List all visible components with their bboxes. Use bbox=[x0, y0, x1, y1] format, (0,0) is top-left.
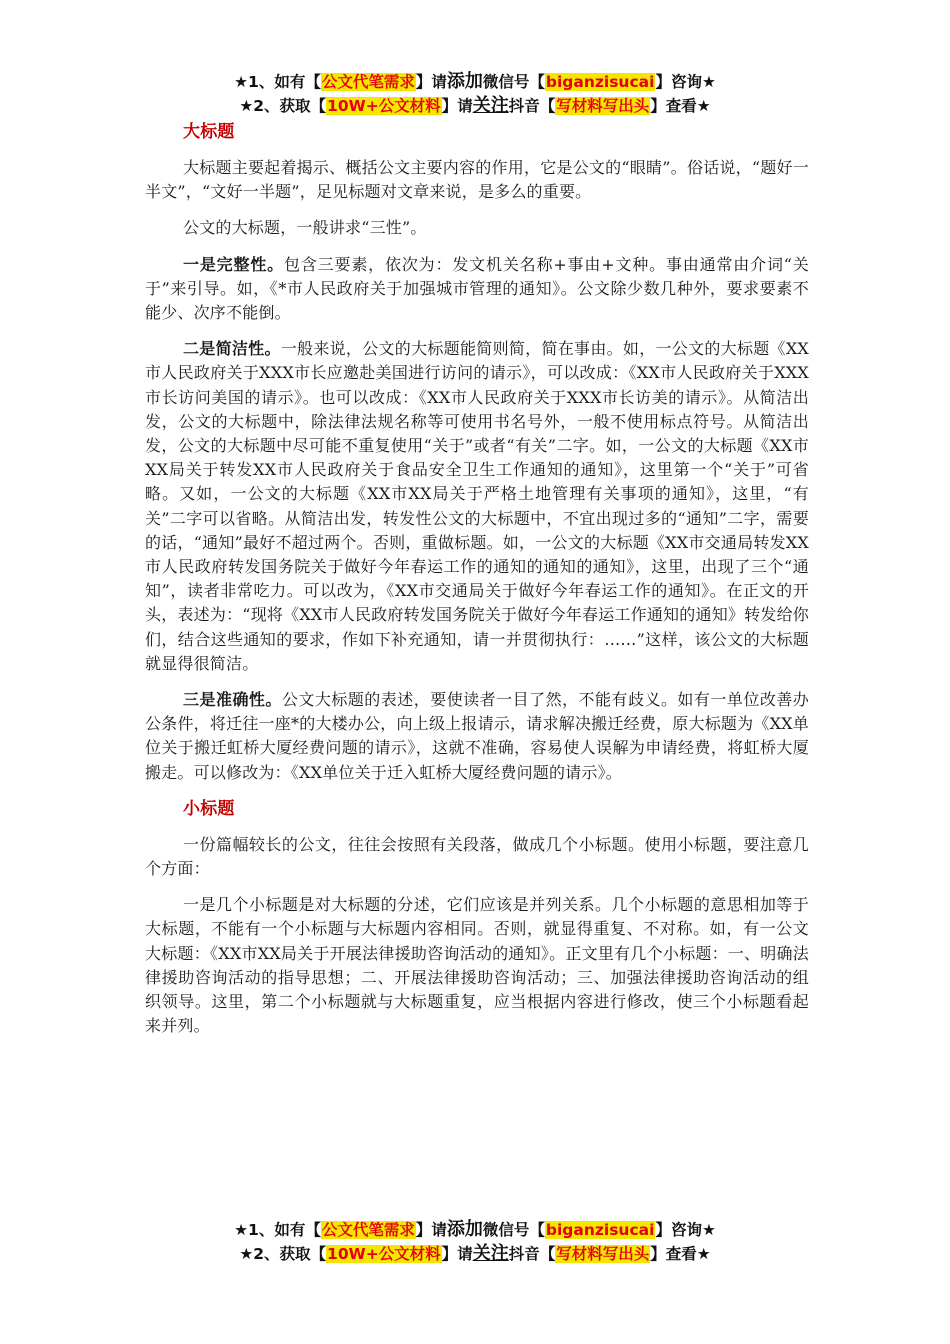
promo-text: 】请 bbox=[415, 1221, 447, 1239]
promo-wechat-id: biganzisucai bbox=[545, 73, 655, 91]
promo-emphasis: 添加 bbox=[446, 71, 483, 92]
promo-highlight: 10W+公文材料 bbox=[327, 1245, 441, 1263]
promo-emphasis: 添加 bbox=[446, 1219, 483, 1240]
section-heading-main-title: 大标题 bbox=[183, 122, 235, 142]
paragraph-lead: 一是完整性。 bbox=[183, 254, 284, 274]
promo-text: 】请 bbox=[441, 1245, 473, 1263]
promo-text: 抖音【 bbox=[508, 1245, 556, 1263]
promo-text: 】查看★ bbox=[650, 1245, 711, 1263]
paragraph-conciseness bbox=[145, 337, 809, 676]
promo-text: 微信号【 bbox=[482, 1221, 545, 1239]
promo-emphasis: 关注 bbox=[472, 1243, 509, 1264]
promo-emphasis: 关注 bbox=[472, 95, 509, 116]
footer-promo-banner bbox=[0, 1218, 950, 1266]
paragraph: 一份篇幅较长的公文，往往会按照有关段落，做成几个小标题。使用小标题，要注意几个方面： bbox=[145, 834, 809, 879]
promo-line-1 bbox=[0, 1218, 950, 1242]
promo-text: 】请 bbox=[415, 73, 447, 91]
paragraph: 一是几个小标题是对大标题的分述，它们应该是并列关系。几个小标题的意思相加等于大标题，不能有一个小标题与大标题内容相同。否则，就显得重复、不对称。如，有一公文大标题：《XX市XX局关于开展法律援助咨询活动的通知》。正文里有几个小标题：一、明确法律援助咨询活动的指导思想；二、开展法律援助咨询活动；三、加强法律援助咨询活动的组织领导。这里，第二个小标题就与大标题重复，应当根据内容进行修改，使三个小标题看起来并列。 bbox=[145, 895, 809, 1036]
promo-text: 微信号【 bbox=[482, 73, 545, 91]
promo-wechat-id: biganzisucai bbox=[545, 1221, 655, 1239]
promo-text: ★2、获取【 bbox=[239, 97, 327, 115]
promo-text: 】咨询★ bbox=[655, 73, 716, 91]
paragraph: 公文的大标题，一般讲求“三性”。 bbox=[183, 218, 427, 238]
promo-line-2 bbox=[0, 94, 950, 118]
paragraph-lead: 二是简洁性。 bbox=[183, 339, 281, 359]
promo-text: ★1、如有【 bbox=[234, 1221, 321, 1239]
paragraph-body: 包含三要素，依次为：发文机关名称+事由+文种。事由通常由介词“关于”来引导。如，《*市人民政府关于加强城市管理的通知》。公文除少数几种外，要求要素不能少、次序不能倒。 bbox=[145, 254, 809, 323]
document-body bbox=[145, 120, 809, 1051]
promo-highlight: 10W+公文材料 bbox=[327, 97, 441, 115]
promo-text: 抖音【 bbox=[508, 97, 556, 115]
promo-douyin-id: 写材料写出头 bbox=[556, 1245, 650, 1263]
promo-line-2 bbox=[0, 1242, 950, 1266]
paragraph-body: 公文大标题的表述，要使读者一目了然，不能有歧义。如有一单位改善办公条件，将迁往一座*的大楼办公，向上级上报请示，请求解决搬迁经费，原大标题为《XX单位关于搬迁虹桥大厦经费问题的请示》，这就不准确，容易使人误解为申请经费，将虹桥大厦搬走。可以修改为：《XX单位关于迁入虹桥大厦经费问题的请示》。 bbox=[145, 690, 809, 782]
promo-line-1 bbox=[0, 70, 950, 94]
promo-text: 】查看★ bbox=[650, 97, 711, 115]
paragraph-lead: 三是准确性。 bbox=[183, 690, 282, 710]
paragraph-completeness bbox=[145, 253, 809, 326]
paragraph-accuracy bbox=[145, 688, 809, 785]
promo-text: 】咨询★ bbox=[655, 1221, 716, 1239]
promo-highlight: 公文代笔需求 bbox=[321, 73, 415, 91]
header-promo-banner bbox=[0, 70, 950, 118]
promo-text: ★2、获取【 bbox=[239, 1245, 327, 1263]
promo-highlight: 公文代笔需求 bbox=[321, 1221, 415, 1239]
section-heading-subtitle: 小标题 bbox=[183, 798, 235, 819]
promo-douyin-id: 写材料写出头 bbox=[556, 97, 650, 115]
paragraph: 大标题主要起着揭示、概括公文主要内容的作用，它是公文的“眼睛”。俗话说，“题好一半文”，“文好一半题”，足见标题对文章来说，是多么的重要。 bbox=[145, 158, 809, 202]
promo-text: 】请 bbox=[441, 97, 473, 115]
promo-text: ★1、如有【 bbox=[234, 73, 321, 91]
paragraph-body: 一般来说，公文的大标题能简则简，简在事由。如，一公文的大标题《XX市人民政府关于XXX市长应邀赴美国进行访问的请示》，可以改成：《XX市人民政府关于XXX市长访问美国的请示》。也可以改成：《XX市人民政府关于XXX市长访美的请示》。从简洁出发，公文的大标题中，除法律法规名称等可使用书名号外，一般不使用标点符号。从简洁出发，公文的大标题中尽可能不重复使用“关于”或者“有关”二字。如，一公文的大标题《XX市XX局关于转发XX市人民政府关于食品安全卫生工作通知的通知》，这里第一个“关于”可省略。又如，一公文的大标题《XX市XX局关于严格土地管理有关事项的通知》，这里，“有关”二字可以省略。从简洁出发，转发性公文的大标题中，不宜出现过多的“通知”二字，需要的话，“通知”最好不超过两个。否则，重做标题。如，一公文的大标题《XX市交通局转发XX市人民政府转发国务院关于做好今年春运工作的通知的通知的通知》，这里，出现了三个“通知”，读者非常吃力。可以改为，《XX市交通局关于做好今年春运工作的通知》。在正文的开头，表述为：“现将《XX市人民政府转发国务院关于做好今年春运工作通知的通知》转发给你们，结合这些通知的要求，作如下补充通知，请一并贯彻执行：……”这样，该公文的大标题就显得很简洁。 bbox=[145, 339, 810, 673]
